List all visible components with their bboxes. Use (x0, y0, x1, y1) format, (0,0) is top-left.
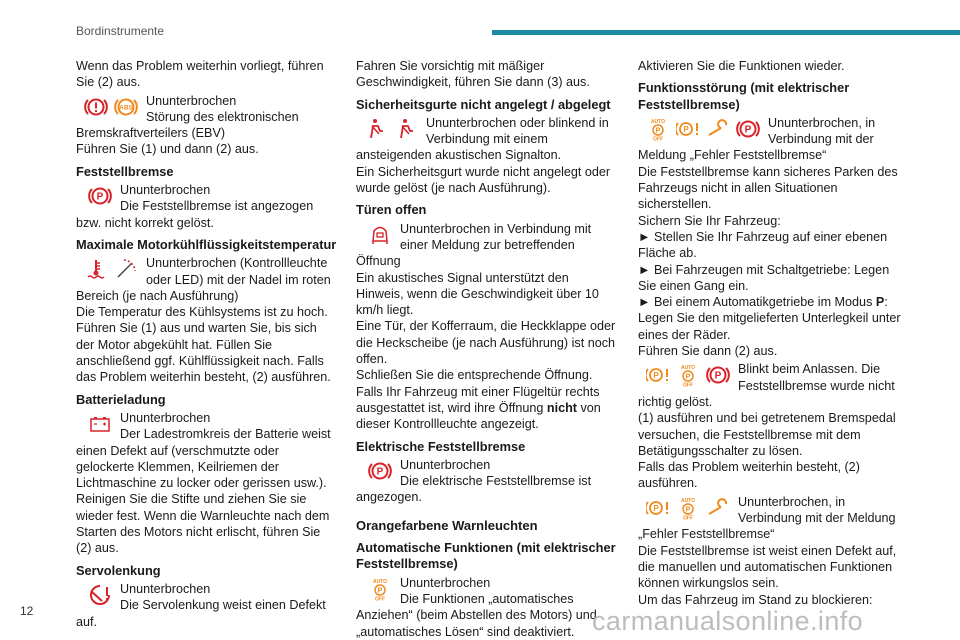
seatbelt-icon (364, 117, 388, 141)
coolant-temp-icon (84, 257, 108, 281)
svg-text:OFF: OFF (375, 596, 385, 601)
svg-text:P: P (376, 466, 384, 478)
paragraph: Eine Tür, der Kofferraum, die Heckklappe oder die Heckscheibe (je nach Ausführung) ist noch offen. (356, 319, 616, 367)
entry-blinkt (638, 361, 904, 491)
bullet-item: ► Stellen Sie Ihr Fahrzeug auf einer ebenen Fläche ab. (638, 229, 888, 261)
paragraph: Die Temperatur des Kühlsystems ist zu hoch. Führen Sie (1) aus und warten Sie, bis sich der Motor abgekühlt hat. Füllen Sie anschließend ggf. Kühlflüssigkeit nach. Falls das Problem weiterhin besteht, (2) ausführen. (76, 305, 331, 385)
paragraph: Die Feststellbremse ist weist einen Defekt auf, die manuellen und automatischen Funktionen können wirkungslos sein. (638, 543, 897, 591)
paragraph: Führen Sie (1) und dann (2) aus. (76, 142, 259, 157)
page-header-title: Bordinstrumente (76, 24, 165, 38)
svg-text:AUTO: AUTO (650, 118, 666, 125)
section-heading: Maximale Motorkühlflüssigkeitstemperatur (76, 236, 337, 252)
svg-text:P: P (655, 127, 661, 135)
section-heading: Türen offen (356, 202, 427, 218)
svg-text:AUTO: AUTO (372, 578, 388, 585)
section-heading: Batterieladung (76, 391, 166, 407)
door-open-icon (368, 223, 392, 247)
section-heading-orange: Orangefarbene Warnleuchten (356, 517, 538, 533)
paragraph: Falls das Problem weiterhin besteht, (2) ausführen. (638, 460, 860, 491)
entry-sicherheitsgurte (356, 115, 618, 196)
status-text: Ununterbrochen, in Verbindung mit der Meldung „Fehler Feststellbremse“ (638, 494, 896, 542)
paragraph: Die elektrische Feststellbremse ist angezogen. (356, 474, 592, 505)
column-3 (638, 58, 904, 608)
paragraph: Der Ladestromkreis der Batterie weist einen Defekt auf (verschmutzte oder gelockerte Klemmen, Keilriemen der Lichtmaschine zu locker oder gerissen usw.). (76, 427, 331, 491)
paragraph: Fahren Sie vorsichtig mit mäßiger Geschwindigkeit, führen Sie dann (3) aus. (356, 59, 590, 90)
section-heading: Funktionsstörung (mit elektrischer Feststellbremse) (638, 80, 850, 112)
wrench-icon (706, 117, 730, 141)
parking-brake-warning-icon (676, 117, 700, 141)
svg-text:P: P (653, 503, 659, 513)
entry-funktionsstoerung (638, 115, 904, 359)
paragraph: (1) ausführen und bei getretenem Bremspedal versuchen, die Feststellbremse mit dem Betätigungsschalter zu lösen. (638, 411, 896, 458)
paragraph: Ein akustisches Signal unterstützt den Hinweis, wenn die Geschwindigkeit über 10 km/h liegt. (356, 270, 599, 318)
paragraph: Um das Fahrzeug im Stand zu blockieren: (638, 592, 873, 607)
paragraph: Schließen Sie die entsprechende Öffnung. (356, 368, 593, 383)
auto-off-icon (676, 363, 700, 387)
section-heading: Automatische Funktionen (mit elektrischer Feststellbremse) (356, 540, 616, 572)
entry-servolenkung (76, 581, 338, 630)
auto-off-icon (646, 117, 670, 141)
paragraph: Falls Ihr Fahrzeug mit einer Flügeltür rechts ausgestattet ist, wird ihre Öffnung nicht von dieser Kontrollleuchte angezeigt. (356, 384, 601, 432)
entry-kuehlfluessigkeit (76, 255, 338, 385)
status-text: Ununterbrochen (400, 457, 491, 472)
parking-brake-warning-icon (646, 363, 670, 387)
status-text: Blinkt beim Anlassen. Die Feststellbremse wurde nicht richtig gelöst. (638, 362, 895, 409)
section-heading: Elektrische Feststellbremse (356, 438, 526, 454)
paragraph: Reinigen Sie die Stifte und ziehen Sie sie wieder fest. Wenn die Warnleuchte nach dem Starten des Motors nicht erlischt, führen Sie (2) aus. (76, 492, 330, 556)
entry-batterie (76, 410, 338, 557)
parking-brake-warning-icon (646, 496, 670, 520)
svg-text:P: P (377, 587, 383, 595)
section-heading: Feststellbremse (76, 163, 174, 179)
status-text: Ununterbrochen (400, 575, 491, 590)
svg-text:OFF: OFF (683, 515, 693, 520)
svg-text:AUTO: AUTO (680, 365, 696, 372)
status-text: Ununterbrochen (120, 183, 211, 198)
entry-ebv (76, 93, 338, 158)
watermark: carmanualsonline.info (592, 606, 864, 636)
column-2 (356, 58, 618, 640)
status-text: Ununterbrochen oder blinkend in Verbindung mit einem ansteigenden akustischen Signalton. (356, 115, 609, 163)
paragraph: Störung des elektronischen Bremskraftverteilers (EBV) (76, 109, 299, 141)
svg-text:OFF: OFF (683, 382, 693, 388)
header-accent-bar (492, 30, 960, 35)
auto-off-icon (676, 496, 700, 520)
svg-text:P: P (685, 373, 691, 381)
entry-tueren (356, 221, 618, 433)
svg-text:P: P (714, 370, 722, 382)
wrench-icon (706, 496, 730, 520)
status-text: Ununterbrochen, in Verbindung mit der Meldung „Fehler Feststellbremse“ (638, 115, 876, 163)
bullet-item: ► Bei einem Automatikgetriebe im Modus P: Legen Sie den mitgelieferten Unterlegkeil unter eines der Räder. (638, 295, 901, 342)
entry-feststellbremse (76, 182, 338, 231)
paragraph: Aktivieren Sie die Funktionen wieder. (638, 59, 845, 73)
parking-brake-icon (706, 363, 730, 387)
seatbelt-icon (394, 117, 418, 141)
svg-text:P: P (685, 506, 691, 514)
entry-automatische-funktionen (356, 575, 618, 640)
paragraph: Die Feststellbremse ist angezogen bzw. nicht korrekt gelöst. (76, 199, 314, 230)
parking-brake-icon (368, 459, 392, 483)
paragraph: Ein Sicherheitsgurt wurde nicht angelegt oder wurde gelöst (je nach Ausführung). (356, 164, 611, 196)
svg-text:P: P (744, 124, 752, 136)
brake-warning-icon (84, 95, 108, 119)
svg-text:P: P (683, 124, 689, 134)
entry-meldung-fehler (638, 494, 904, 608)
abs-icon (114, 95, 138, 119)
paragraph: Die Servolenkung weist einen Defekt auf. (76, 598, 326, 629)
section-heading: Servolenkung (76, 562, 161, 578)
svg-text:AUTO: AUTO (680, 497, 696, 504)
parking-brake-icon (88, 184, 112, 208)
status-text: Ununterbrochen (120, 410, 211, 425)
section-heading: Sicherheitsgurte nicht angelegt / abgelegt (356, 96, 611, 112)
battery-icon (88, 412, 112, 436)
page-number: 12 (20, 604, 34, 618)
svg-text:P: P (653, 371, 659, 381)
paragraph: Die Funktionen „automatisches Anziehen“ (beim Abstellen des Motors) und „automatisches Lösen“ sind deaktiviert. (356, 591, 597, 639)
status-text: Ununterbrochen (146, 93, 237, 108)
paragraph: Führen Sie dann (2) aus. (638, 344, 778, 359)
paragraph: Die Feststellbremse kann sicheres Parken des Fahrzeugs nicht in allen Situationen sicherstellen. (638, 164, 898, 212)
column-1 (76, 58, 338, 630)
status-text: Ununterbrochen (120, 581, 211, 596)
status-text: Ununterbrochen in Verbindung mit einer Meldung zur betreffenden Öffnung (356, 221, 592, 269)
svg-text:ABS: ABS (119, 104, 133, 112)
steering-warning-icon (88, 583, 112, 607)
parking-brake-icon (736, 117, 760, 141)
auto-off-icon (368, 577, 392, 601)
svg-text:OFF: OFF (653, 136, 663, 141)
needle-gauge-icon (114, 257, 138, 281)
bullet-item: ► Bei Fahrzeugen mit Schaltgetriebe: Legen Sie einen Gang ein. (638, 262, 890, 293)
paragraph: Wenn das Problem weiterhin vorliegt, führen Sie (2) aus. (76, 59, 324, 90)
paragraph: Sichern Sie Ihr Fahrzeug: (638, 213, 781, 228)
entry-elektrische-feststellbremse (356, 457, 618, 506)
status-text: Ununterbrochen (Kontrollleuchte oder LED) mit der Nadel im roten Bereich (je nach Ausführung) (76, 256, 331, 303)
svg-text:P: P (96, 191, 104, 203)
